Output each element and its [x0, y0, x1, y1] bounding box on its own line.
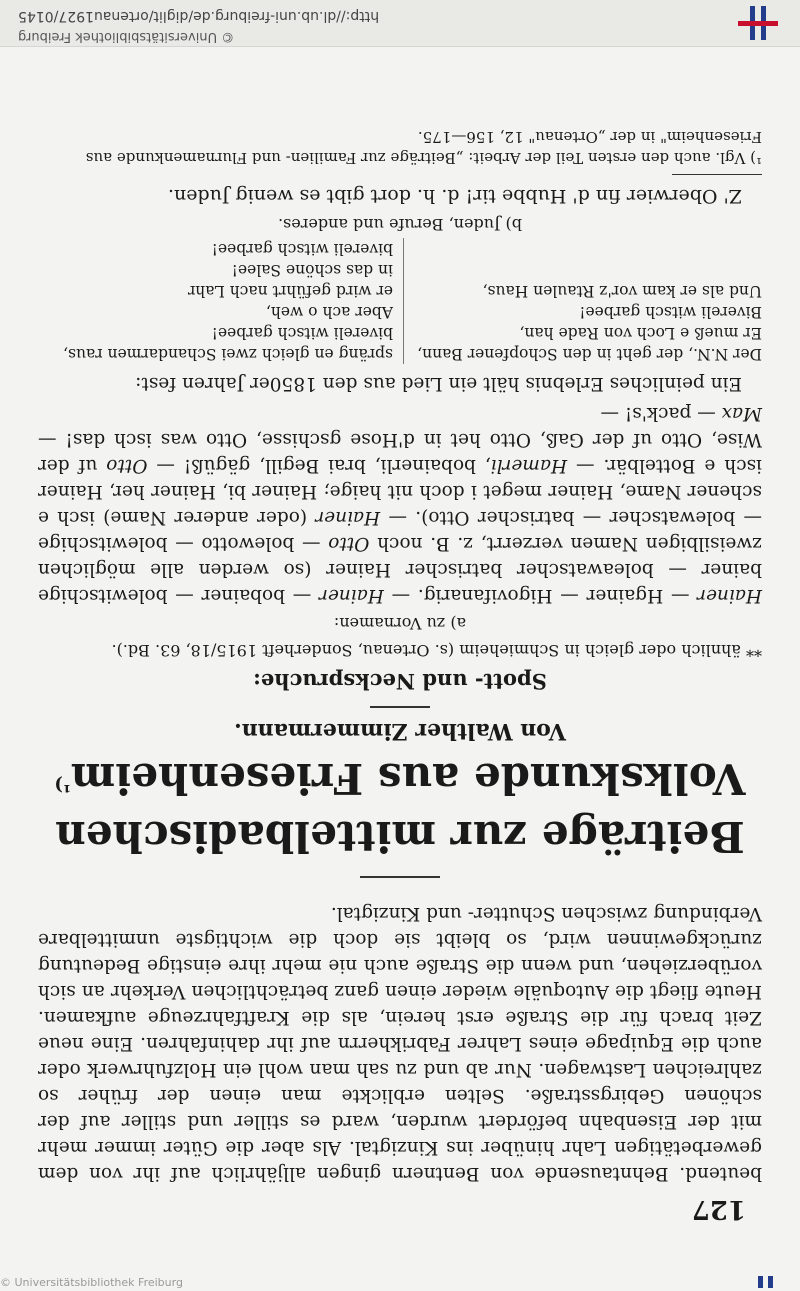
verse-line: Und als er kam vor'z Rtaulen Haus,: [482, 282, 762, 301]
verse-line: Der N.N., der geht in den Schopfener Bann,: [417, 345, 762, 364]
names-text: — Hgainer — Higovifanarig. —: [383, 585, 698, 607]
separator: [360, 876, 440, 878]
footnote-rule: [672, 175, 762, 176]
verse-line: in das schöne Salee!: [231, 261, 393, 280]
verse-line: bivereli witsch garbee!: [211, 324, 393, 343]
footer-text: © Universitätsbibliothek Freiburg: [0, 1276, 183, 1289]
names-text: — bolewotto — bolewitschige — bolewatscher — batrischer Otto). —: [38, 507, 762, 555]
names-text: uf der Wise, Otto uf der Gaß, Otto het in d'Hose gschisse, Otto was isch das! —: [38, 429, 762, 477]
title-text: Beiträge zur mittelbadischen Volkskunde aus Friesenheim: [55, 754, 746, 861]
name-otto: Otto: [106, 455, 148, 477]
names-text: — bobainer — bolewitschige bainer — boleawatscher batrischer Hainer (so werden alle möglichen zweisilbigen Namen verzerrt, z. B. noch: [38, 533, 762, 607]
section-heading: Spott- und Neckspruche:: [253, 669, 547, 695]
verse-line: Aber ach o weh,: [265, 303, 393, 322]
library-name: © Universitätsbibliothek Freiburg: [18, 29, 235, 44]
source-url[interactable]: http://dl.ub.uni-freiburg.de/diglit/ortenau1927/0145: [18, 8, 380, 24]
name-hamerli: Hamerli: [490, 455, 568, 477]
separator: [370, 707, 430, 709]
name-max: Max: [721, 403, 762, 425]
verse-column-right: [38, 239, 404, 365]
verse-line: Bivereli witsch garbee!: [579, 303, 762, 322]
article-author: Von Walther Zimmermann.: [234, 718, 566, 744]
header-bar: [0, 0, 800, 47]
names-text: , bobainerli, brai Begill, gägüß! —: [147, 455, 491, 477]
verse-line: spräng en gleich zwei Schandarmen raus,: [63, 345, 393, 364]
article-title: [38, 752, 762, 862]
verse-block: [38, 239, 762, 365]
footnote: ¹) Vgl. auch den ersten Teil der Arbeit: „Beiträge zur Familien- und Flurnamenkunde aus Friesenheim" in der „Ortenau" 12, 156—175.: [85, 128, 762, 168]
subheading-first-names: a) zu Vornamen:: [333, 614, 467, 634]
university-logo-icon: [738, 6, 778, 40]
university-logo-icon: [755, 1276, 777, 1288]
name-hainer: Hainer: [697, 585, 762, 607]
intro-paragraph: beutend. Behntausende von Bentnern gingen alljährlich auf ihr von dem gewerbetätigen Lahr hinüber ins Kinzigtal. Als aber die Güter immer mehr mit der Eisenbahn befördert wurden, ward es stiller und stiller auf der schönen Gebirgsstraße. Selten erblickte man einen der früher so zahlreichen Lastwagen. Nur ab und zu sah man wohl ein Holzfuhrwerk oder auch die Equipage eines Lahrer Fabrikherrn auf ihr dahinfahren. Eine neue Zeit brach für die Straße erst herein, als die Kraftfahrzeuge aufkamen. Heute fliegt die Autoquäle wieder einen ganz beträchtlichen Verkehr an sich vorüberziehen, und wenn die Straße auch nie mehr ihre einstige Bedeutung zurückgewinnen wird, so bleibt sie doch die wichtigste unmittelbare Verbindung zwischen Schutter- und Kinzigtal.: [38, 903, 762, 1184]
verse-column-left: [407, 239, 762, 365]
section-note: ** ähnlich oder gleich in Schmieheim (s. Ortenau, Sonderheft 1915/18, 63. Bd.).: [111, 641, 762, 661]
name-hainer: Hainer: [315, 507, 381, 529]
verse-line: er wird geführt nach Lahr: [187, 282, 393, 301]
verse-line: bivereli witsch garbee!: [211, 240, 393, 259]
page-number: 127: [691, 1194, 746, 1224]
subheading-jews-professions: b) Juden, Berufe und anderes.: [277, 215, 523, 235]
name-hainer: Hainer: [319, 585, 384, 607]
scanned-page: [0, 46, 800, 1276]
name-otto: Otto: [328, 533, 370, 555]
lied-intro: Ein peinliches Erlebnis hält ein Lied aus den 1850er Jahren fest:: [135, 373, 742, 395]
title-footnote-mark: ¹): [54, 774, 71, 795]
names-paragraph: [38, 401, 762, 609]
names-text: — pack's! —: [600, 403, 722, 425]
saying-oberwier: Z' Oberwier fin d' Hubbe tir! d. h. dort gibt es wenig Juden.: [167, 185, 742, 208]
names-text: (oder anderer Name) isch e schener Name, Hainer meget i doch nit haige; Hainer bi, Hainer her, Hainer isch e Bottelbär. —: [37, 455, 762, 529]
verse-line: Er mueß e Loch von Rade han,: [519, 324, 762, 343]
